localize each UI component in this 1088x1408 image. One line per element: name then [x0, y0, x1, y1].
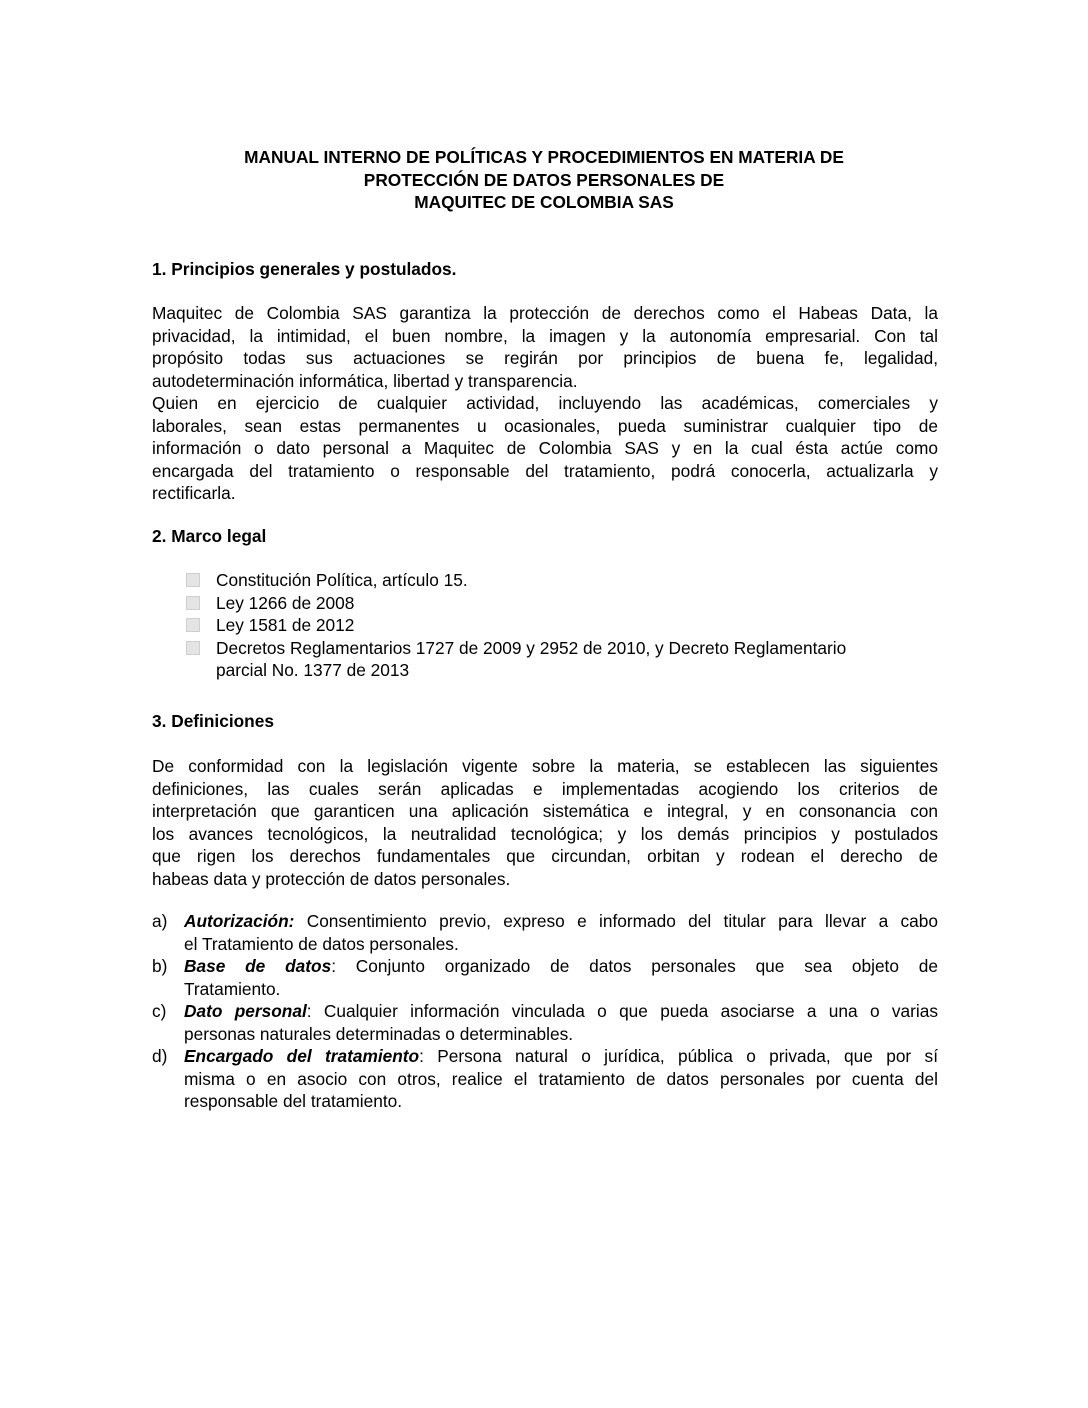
- paragraph-line: laborales, sean estas permanentes u ocasionales, pueda suministrar cualquier tipo de: [152, 415, 938, 436]
- paragraph-line: Quien en ejercicio de cualquier actividad, incluyendo las académicas, comerciales y: [152, 393, 938, 413]
- paragraph-line: interpretación que garanticen una aplicación sistemática e integral, y en consonancia con: [152, 801, 938, 821]
- definition-term: Encargado del tratamiento: [184, 1046, 420, 1066]
- definition-line: [184, 1000, 938, 1023]
- bullet-box-icon: [186, 596, 200, 610]
- legal-framework-list: [186, 569, 846, 682]
- paragraph-line: definiciones, las cuales serán aplicadas e implementadas acogiendo los criterios de: [152, 778, 938, 799]
- paragraph-line: habeas data y protección de datos personales.: [152, 868, 511, 889]
- list-item: [186, 614, 846, 637]
- definition-marker: d): [152, 1046, 168, 1066]
- definition-line: [184, 910, 938, 933]
- paragraph-line: propósito todas sus actuaciones se regirán por principios de buena fe, legalidad,: [152, 348, 938, 368]
- paragraph-line: rectificarla.: [152, 483, 236, 503]
- definition-line: personas naturales determinadas o determinables.: [184, 1023, 574, 1044]
- definition-text: Consentimiento previo, expreso e informado del titular para llevar a cabo: [294, 911, 938, 931]
- paragraph-line: los avances tecnológicos, la neutralidad tecnológica; y los demás principios y postulados: [152, 823, 938, 844]
- definition-line: misma o en asocio con otros, realice el tratamiento de datos personales por cuenta del: [184, 1068, 938, 1089]
- list-item-text: Ley 1266 de 2008: [216, 592, 355, 613]
- definition-line: Tratamiento.: [184, 978, 281, 999]
- definition-item: [152, 1045, 938, 1113]
- list-item: [186, 569, 846, 592]
- list-item-text: Decretos Reglamentarios 1727 de 2009 y 2952 de 2010, y Decreto Reglamentario: [216, 637, 847, 658]
- paragraph-line: autodeterminación informática, libertad y transparencia.: [152, 370, 578, 391]
- definition-text: : Conjunto organizado de datos personales que sea objeto de: [331, 956, 938, 976]
- title-line: MANUAL INTERNO DE POLÍTICAS Y PROCEDIMIENTOS EN MATERIA DE: [244, 147, 844, 167]
- definitions-list: [152, 910, 938, 1113]
- paragraph-line: privacidad, la intimidad, el buen nombre, la imagen y la autonomía empresarial. Con tal: [152, 325, 938, 346]
- section-1-paragraph-1: [152, 302, 938, 392]
- list-item-text: parcial No. 1377 de 2013: [216, 660, 410, 680]
- document-title: [150, 146, 938, 214]
- title-line: MAQUITEC DE COLOMBIA SAS: [414, 192, 674, 212]
- definition-item: [152, 955, 938, 1000]
- definition-line: [184, 955, 938, 978]
- section-1-heading: 1. Principios generales y postulados.: [152, 259, 457, 279]
- definition-term: Dato personal: [184, 1001, 307, 1021]
- section-2-heading: 2. Marco legal: [152, 526, 267, 546]
- definition-term: Autorización:: [184, 911, 295, 931]
- paragraph-line: De conformidad con la legislación vigente sobre la materia, se establecen las siguientes: [152, 756, 938, 776]
- paragraph-line: información o dato personal a Maquitec de Colombia SAS y en la cual ésta actúe como: [152, 438, 938, 458]
- list-item: [186, 592, 846, 615]
- section-3-heading: 3. Definiciones: [152, 711, 274, 731]
- definition-term: Base de datos: [184, 956, 332, 976]
- title-line: PROTECCIÓN DE DATOS PERSONALES DE: [363, 169, 725, 190]
- definition-item: [152, 1000, 938, 1045]
- definition-line: el Tratamiento de datos personales.: [184, 933, 459, 954]
- paragraph-line: Maquitec de Colombia SAS garantiza la protección de derechos como el Habeas Data, la: [152, 303, 938, 323]
- bullet-box-icon: [186, 618, 200, 632]
- definition-line: responsable del tratamiento.: [184, 1091, 403, 1111]
- list-item: [186, 637, 846, 682]
- section-3-intro: [152, 755, 938, 890]
- bullet-box-icon: [186, 641, 200, 655]
- definition-text: : Cualquier información vinculada o que pueda asociarse a una o varias: [306, 1001, 938, 1021]
- definition-marker: c): [152, 1001, 167, 1021]
- bullet-box-icon: [186, 573, 200, 587]
- definition-marker: b): [152, 956, 168, 976]
- definition-text: : Persona natural o jurídica, pública o privada, que por sí: [419, 1046, 938, 1066]
- section-1-paragraph-2: [152, 392, 938, 505]
- paragraph-line: que rigen los derechos fundamentales que circundan, orbitan y rodean el derecho de: [152, 846, 938, 866]
- list-item-text: Constitución Política, artículo 15.: [216, 570, 468, 590]
- paragraph-line: encargada del tratamiento o responsable del tratamiento, podrá conocerla, actualizarla y: [152, 460, 938, 481]
- definition-marker: a): [152, 911, 168, 931]
- definition-line: [184, 1045, 938, 1068]
- list-item-text: Ley 1581 de 2012: [216, 615, 355, 635]
- definition-item: [152, 910, 938, 955]
